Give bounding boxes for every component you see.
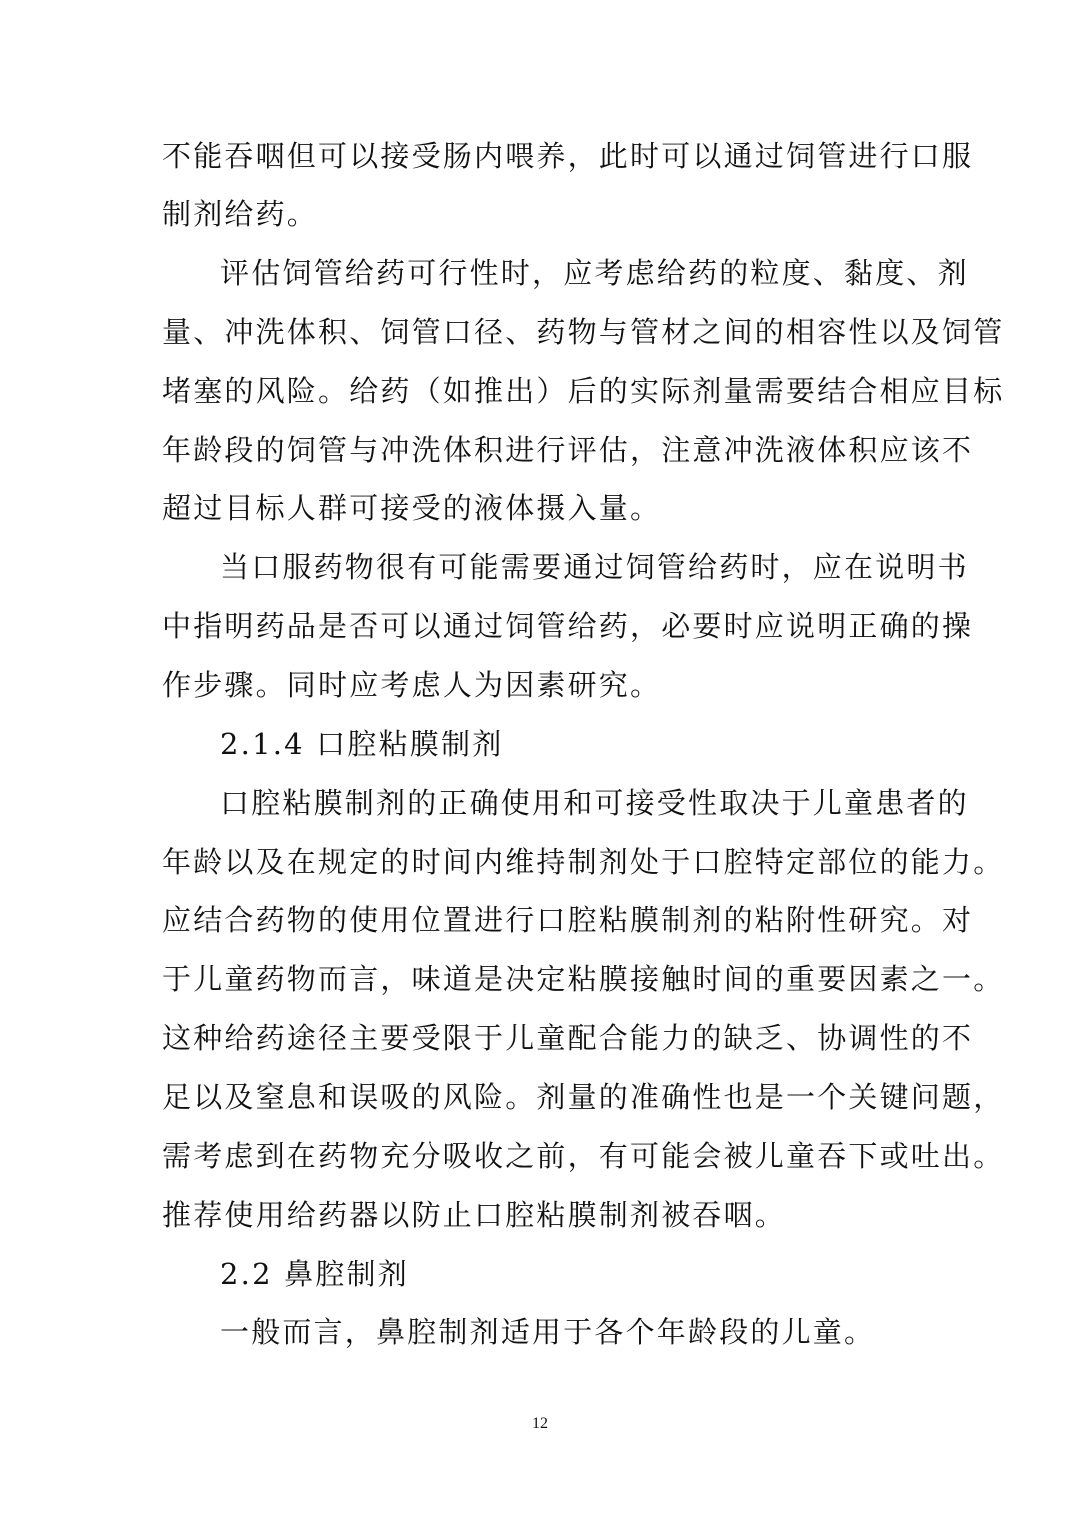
paragraph-line: 制剂给药。: [162, 197, 319, 231]
paragraph-line: 超过目标人群可接受的液体摄入量。: [162, 491, 662, 525]
paragraph-line: 当口服药物很有可能需要通过饲管给药时，应在说明书: [220, 550, 969, 584]
paragraph-line: 于儿童药物而言，味道是决定粘膜接触时间的重要因素之一。: [162, 962, 1005, 996]
paragraph-line: 中指明药品是否可以通过饲管给药，必要时应说明正确的操: [162, 609, 974, 643]
paragraph-line: 推荐使用给药器以防止口腔粘膜制剂被吞咽。: [162, 1198, 787, 1232]
paragraph-line: 作步骤。同时应考虑人为因素研究。: [162, 668, 662, 702]
page-number: 12: [532, 1415, 548, 1432]
paragraph-line: 足以及窒息和误吸的风险。剂量的准确性也是一个关键问题，: [162, 1080, 1005, 1114]
section-heading: 2.1.4 口腔粘膜制剂: [220, 727, 504, 761]
paragraph-line: 需考虑到在药物充分吸收之前，有可能会被儿童吞下或吐出。: [162, 1139, 1005, 1173]
paragraph-line: 应结合药物的使用位置进行口腔粘膜制剂的粘附性研究。对: [162, 903, 974, 937]
paragraph-line: 年龄以及在规定的时间内维持制剂处于口腔特定部位的能力。: [162, 845, 1005, 879]
paragraph-line: 年龄段的饲管与冲洗体积进行评估，注意冲洗液体积应该不: [162, 433, 974, 467]
paragraph-line: 量、冲洗体积、饲管口径、药物与管材之间的相容性以及饲管: [162, 315, 1005, 349]
paragraph-line: 评估饲管给药可行性时，应考虑给药的粒度、黏度、剂: [220, 256, 969, 290]
paragraph-line: 堵塞的风险。给药（如推出）后的实际剂量需要结合相应目标: [162, 374, 1005, 408]
section-heading: 2.2 鼻腔制剂: [220, 1257, 409, 1291]
paragraph-line: 不能吞咽但可以接受肠内喂养，此时可以通过饲管进行口服: [162, 139, 974, 173]
paragraph-line: 一般而言，鼻腔制剂适用于各个年龄段的儿童。: [220, 1315, 876, 1349]
paragraph-line: 这种给药途径主要受限于儿童配合能力的缺乏、协调性的不: [162, 1021, 974, 1055]
paragraph-line: 口腔粘膜制剂的正确使用和可接受性取决于儿童患者的: [220, 786, 969, 820]
